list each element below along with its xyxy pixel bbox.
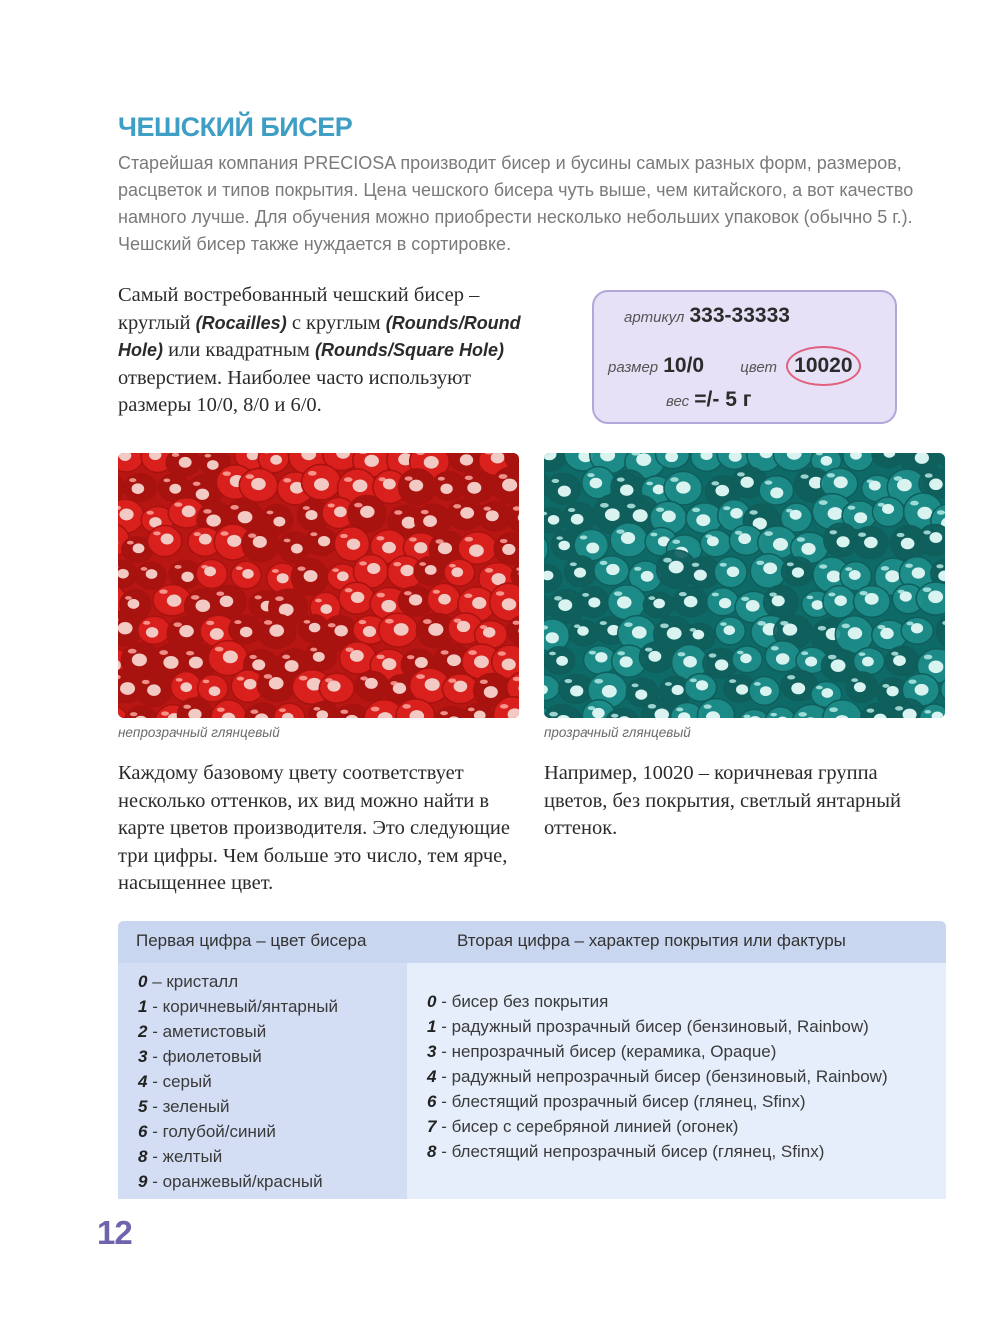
bead [257,669,296,702]
para-text: отверстием. Наиболее часто используют размеры 10/0, 8/0 и 6/0. [118,366,472,416]
bead [673,587,709,617]
para-text: с круглым [286,311,386,334]
bead [305,528,337,555]
intro-paragraph: Старейшая компания PRECIOSA производит бисер и бусины самых разных форм, размеров, расцветок и типов покрытия. Цена чешского бисера чуть выше, чем китайского, а вот качество намного лучше. Для обучения можно приобрести несколько небольших упаковок (обычно 5 г.). Чешский бисер также нуждается в сортировке. [118,153,914,254]
digit-code: 1 [138,997,148,1016]
list-item [427,1089,888,1114]
article-value: 333-33333 [689,304,790,327]
bead [136,674,172,706]
bead [544,647,575,674]
bead [594,556,629,586]
bead [707,588,739,616]
list-item [138,1044,338,1069]
bead [853,586,890,618]
caption-teal-photo: прозрачный глянцевый [544,725,691,740]
digit-code: 8 [427,1142,437,1161]
bead [198,675,229,702]
red-beads-image [118,453,519,718]
example-paragraph: Например, 10020 – коричневая группа цветов, без покрытия, светлый янтарный оттенок. [544,762,902,839]
digit-description: - блестящий прозрачный бисер (глянец, Sfinx) [436,1092,806,1111]
digit-code: 8 [138,1147,148,1166]
list-item [138,1169,338,1194]
term-round-hole: (Rounds/Round Hole) [118,312,521,360]
caption-red-photo: непрозрачный глянцевый [118,725,280,740]
bead [279,532,310,563]
digit-description: – кристалл [147,972,239,991]
shades-paragraph: Каждому базовому цвету соответствует несколько оттенков, их вид можно найти в карте цветов производителя. Это следующие три цифры. Чем больше это число, тем ярче, насыщеннее цвет. [118,762,510,894]
bead [664,471,702,505]
article-key: артикул [624,309,685,326]
digit-code: 4 [427,1067,437,1086]
list-item [427,1114,888,1139]
bead [148,525,182,556]
weight-value: =/- 5 г [694,388,752,411]
bead [414,557,445,585]
bead [685,674,717,702]
bead [854,648,885,675]
color-code-table [118,921,946,1199]
list-item [138,969,338,994]
bead [291,559,328,596]
digit-description: - зеленый [147,1097,230,1116]
label-weight-row [666,388,751,412]
digit-description: - желтый [147,1147,223,1166]
label-article-row [624,304,790,328]
list-item [138,1094,338,1119]
teal-beads-image [544,453,945,718]
bead [339,582,374,614]
bead [732,646,762,673]
table-header-first-digit: Первая цифра – цвет бисера [118,921,407,963]
bead [379,613,418,647]
term-rocailles: (Rocailles) [195,312,287,333]
bead [608,585,646,620]
color-key: цвет [740,359,778,376]
photo-teal-transparent-beads [544,453,945,718]
rocailles-paragraph [118,282,548,420]
bead [210,585,246,618]
bead [749,677,780,706]
list-item [138,1119,338,1144]
digit-description: - бисер без покрытия [436,992,609,1011]
bead [700,530,731,557]
bead [610,523,648,557]
digit-code: 1 [427,1017,437,1036]
bead [901,617,933,644]
digit-description: - бисер с серебряной линией (огонек) [436,1117,739,1136]
digit-code: 3 [427,1042,437,1061]
digit-code: 7 [427,1117,437,1136]
bead [231,561,261,589]
bead [258,614,297,648]
digit-description: - коричневый/янтарный [147,997,338,1016]
bead [873,497,905,527]
bead [444,559,475,586]
para-text: или квадратным [163,339,315,361]
page-number: 12 [97,1214,132,1251]
bead [442,674,478,704]
digit-description: - радужный прозрачный бисер (бензиновый, Rainbow) [436,1017,869,1036]
bead [886,647,920,676]
para-text: Самый востребованный чешский бисер – круглый [118,284,480,334]
table-column-second-digit [407,963,946,1199]
bead [562,503,595,533]
bead [196,560,227,589]
bead [582,467,615,499]
bead [239,469,277,502]
list-item [138,994,338,1019]
bead [781,557,813,586]
list-item [138,1144,338,1169]
list-item [427,1014,888,1039]
table-header-second-digit: Вторая цифра – характер покрытия или фактуры [457,931,846,950]
bead [759,476,794,505]
bead [166,453,200,476]
bead [305,642,336,671]
bead [715,617,745,645]
digit-code: 6 [427,1092,437,1111]
digit-description: - серый [147,1072,212,1091]
bead [158,474,189,502]
second-digit-list [427,989,888,1164]
digit-description: - аметистовый [147,1022,267,1041]
list-item [427,1064,888,1089]
digit-code: 3 [138,1047,148,1066]
bead [846,672,877,702]
bead [242,526,279,561]
digit-code: 2 [138,1022,148,1041]
bead [301,464,340,500]
digit-code: 0 [427,992,437,1011]
list-item [427,989,888,1014]
list-item [138,1069,338,1094]
bead [427,583,460,615]
bead [229,615,262,643]
bead [138,616,171,644]
digit-description: - фиолетовый [147,1047,262,1066]
bead [765,641,801,672]
term-square-hole: (Rounds/Square Hole) [314,340,504,360]
digit-code: 0 [138,972,148,991]
package-label-card [592,290,897,424]
bead [319,673,354,703]
photo-red-opaque-beads [118,453,519,718]
bead [918,525,945,556]
digit-description: - непрозрачный бисер (керамика, Opaque) [436,1042,777,1061]
bead [565,556,597,587]
bead [398,469,435,505]
size-value: 10/0 [663,354,705,377]
list-item [427,1039,888,1064]
digit-description: - оранжевый/красный [147,1172,323,1191]
page-title: ЧЕШСКИЙ БИСЕР [118,112,353,142]
bead [764,585,798,619]
bead [577,587,609,618]
table-column-first-digit [118,963,407,1199]
bead [714,557,747,588]
bead [643,592,674,618]
digit-description: - голубой/синий [147,1122,276,1141]
digit-code: 9 [138,1172,148,1191]
list-item [138,1019,338,1044]
bead [355,672,389,701]
color-value-highlighted: 10020 [786,346,860,386]
weight-key: вес [666,393,690,410]
bead [823,586,856,618]
digit-code: 5 [138,1097,148,1116]
list-item [427,1139,888,1164]
size-key: размер [608,359,659,376]
digit-description: - блестящий непрозрачный бисер (глянец, Sfinx) [436,1142,825,1161]
digit-code: 4 [138,1072,148,1091]
label-size-color-row [608,346,861,386]
bead [124,474,157,501]
bead [136,562,167,589]
bead [852,527,888,559]
bead [459,471,496,502]
first-digit-list [138,969,338,1194]
bead [639,642,673,672]
bead [546,473,581,504]
digit-code: 6 [138,1122,148,1141]
digit-description: - радужный непрозрачный бисер (бензиновый, Rainbow) [436,1067,888,1086]
